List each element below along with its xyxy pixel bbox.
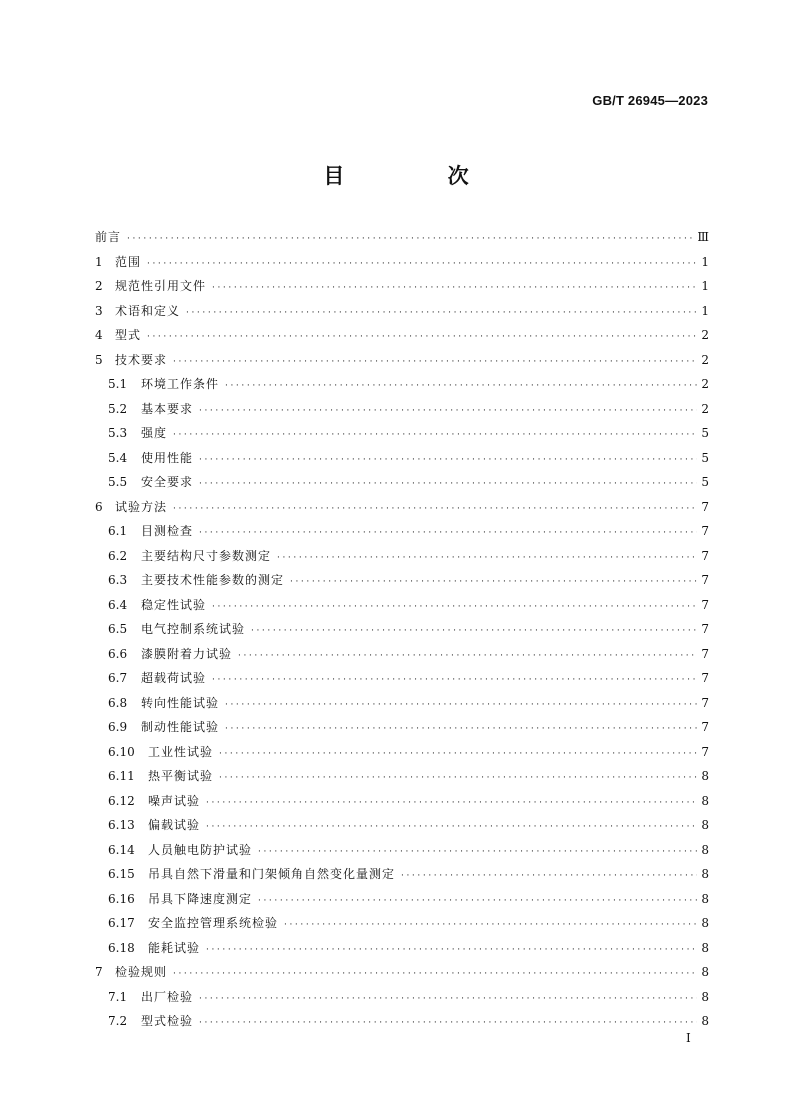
- toc-entry[interactable]: [95, 960, 709, 985]
- toc-entry-number: 6.5: [108, 622, 128, 636]
- toc-entry-page: 5: [701, 450, 709, 465]
- toc-entry-page: 1: [701, 303, 709, 318]
- toc-entry-number: 5: [95, 352, 103, 367]
- toc-entry-page: Ⅲ: [697, 230, 709, 244]
- toc-entry[interactable]: [95, 666, 709, 691]
- toc-leader-dots: [206, 791, 697, 816]
- toc-entry-page: 7: [701, 695, 709, 710]
- toc-entry[interactable]: [95, 593, 709, 618]
- toc-entry-label: 强度: [141, 426, 168, 440]
- toc-entry-page: 8: [701, 793, 709, 808]
- toc-leader-dots: [225, 717, 697, 742]
- toc-entry-label: 基本要求: [141, 401, 194, 416]
- toc-entry-number: 6.18: [108, 940, 135, 955]
- toc-entry-label: 电气控制系统试验: [141, 622, 246, 636]
- toc-entry-label: 型式检验: [141, 1014, 194, 1028]
- toc-leader-dots: [173, 423, 697, 448]
- toc-entry-page: 8: [701, 891, 709, 906]
- toc-leader-dots: [238, 644, 697, 669]
- toc-entry[interactable]: [95, 789, 709, 814]
- toc-entry[interactable]: [95, 299, 709, 324]
- toc-entry-label: 偏载试验: [148, 818, 201, 832]
- toc-entry-page: 7: [701, 548, 709, 563]
- toc-entry-label: 技术要求: [115, 352, 168, 367]
- toc-entry-page: 7: [701, 671, 709, 685]
- toc-entry-label: 目测检查: [141, 524, 194, 538]
- toc-entry-page: 7: [701, 499, 709, 514]
- toc-entry-page: 8: [701, 818, 709, 832]
- toc-leader-dots: [199, 1011, 697, 1036]
- toc-entry-page: 2: [701, 377, 709, 391]
- toc-entry[interactable]: [95, 544, 709, 569]
- toc-entry-page: 7: [701, 622, 709, 636]
- toc-entry-page: 8: [701, 769, 709, 783]
- toc-entry[interactable]: [95, 1009, 709, 1034]
- toc-entry-page: 8: [701, 867, 709, 881]
- toc-entry[interactable]: [95, 519, 709, 544]
- toc-leader-dots: [212, 276, 697, 301]
- toc-entry-page: 8: [701, 916, 709, 930]
- toc-leader-dots: [173, 497, 697, 522]
- toc-entry-page: 7: [701, 744, 709, 759]
- toc-entry-number: 6.3: [108, 573, 128, 587]
- toc-leader-dots: [199, 399, 697, 424]
- toc-entry-page: 8: [701, 1014, 709, 1028]
- toc-entry-number: 2: [95, 279, 103, 293]
- toc-entry-number: 5.1: [108, 377, 128, 391]
- toc-leader-dots: [290, 570, 697, 595]
- toc-entry-label: 环境工作条件: [141, 377, 220, 391]
- toc-entry-label: 转向性能试验: [141, 695, 220, 710]
- toc-entry[interactable]: [95, 642, 709, 667]
- toc-entry-label: 安全监控管理系统检验: [148, 916, 279, 930]
- toc-entry-number: 5.3: [108, 426, 128, 440]
- toc-leader-dots: [127, 227, 693, 252]
- toc-entry-number: 6.2: [108, 548, 128, 563]
- toc-entry[interactable]: [95, 862, 709, 887]
- toc-entry-number: 6.11: [108, 769, 135, 783]
- toc-entry[interactable]: [95, 617, 709, 642]
- toc-entry-label: 制动性能试验: [141, 720, 220, 734]
- toc-entry-page: 7: [701, 597, 709, 612]
- toc-entry[interactable]: [95, 397, 709, 422]
- toc-entry[interactable]: [95, 421, 709, 446]
- toc-leader-dots: [225, 693, 697, 718]
- toc-entry[interactable]: [95, 225, 709, 250]
- toc-entry-number: 4: [95, 328, 103, 342]
- toc-entry-page: 8: [701, 989, 709, 1004]
- toc-entry[interactable]: [95, 446, 709, 471]
- toc-leader-dots: [147, 252, 697, 277]
- toc-entry-number: 3: [95, 303, 103, 318]
- toc-entry-label: 范围: [115, 254, 142, 269]
- toc-entry-number: 6.9: [108, 720, 128, 734]
- toc-entry-label: 超载荷试验: [141, 671, 207, 685]
- toc-entry[interactable]: [95, 274, 709, 299]
- toc-entry-number: 6.4: [108, 597, 128, 612]
- toc-entry-number: 6.16: [108, 891, 135, 906]
- toc-entry-number: 6.15: [108, 867, 135, 881]
- page-number: Ⅰ: [686, 1031, 691, 1045]
- toc-entry-page: 8: [701, 965, 709, 979]
- toc-entry-label: 主要结构尺寸参数测定: [141, 548, 272, 563]
- toc-entry-page: 1: [701, 254, 709, 269]
- toc-entry-page: 2: [701, 328, 709, 342]
- toc-entry-label: 型式: [115, 328, 142, 342]
- toc-leader-dots: [219, 766, 697, 791]
- toc-entry-number: 7.2: [108, 1014, 128, 1028]
- toc-leader-dots: [258, 840, 697, 865]
- toc-entry-label: 试验方法: [115, 499, 168, 514]
- toc-entry-label: 安全要求: [141, 475, 194, 489]
- toc-leader-dots: [251, 619, 697, 644]
- toc-entry-label: 规范性引用文件: [115, 279, 207, 293]
- toc-entry-page: 5: [701, 426, 709, 440]
- toc-entry-label: 吊具自然下滑量和门架倾角自然变化量测定: [148, 867, 396, 881]
- standard-code: GB/T 26945—2023: [592, 93, 708, 108]
- toc-entry-number: 6.7: [108, 671, 128, 685]
- toc-entry-page: 1: [701, 279, 709, 293]
- toc-entry-page: 2: [701, 352, 709, 367]
- toc-leader-dots: [212, 668, 697, 693]
- toc-entry[interactable]: [95, 568, 709, 593]
- toc-entry[interactable]: [95, 764, 709, 789]
- toc-entry[interactable]: [95, 715, 709, 740]
- toc-entry-number: 5.4: [108, 450, 128, 465]
- toc-entry-page: 7: [701, 646, 709, 661]
- toc-entry[interactable]: [95, 985, 709, 1010]
- toc-entry-number: 5.2: [108, 401, 128, 416]
- toc-entry[interactable]: [95, 911, 709, 936]
- toc-entry[interactable]: [95, 936, 709, 961]
- toc-entry-label: 能耗试验: [148, 940, 201, 955]
- toc-entry-number: 6: [95, 499, 103, 514]
- toc-entry-label: 稳定性试验: [141, 597, 207, 612]
- toc-entry-page: 8: [701, 940, 709, 955]
- toc-leader-dots: [199, 521, 697, 546]
- toc-entry-label: 热平衡试验: [148, 769, 214, 783]
- toc-leader-dots: [147, 325, 697, 350]
- toc-entry-label: 吊具下降速度测定: [148, 891, 253, 906]
- toc-entry-label: 主要技术性能参数的测定: [141, 573, 285, 587]
- toc-entry-number: 6.8: [108, 695, 128, 710]
- toc-leader-dots: [199, 472, 697, 497]
- toc-leader-dots: [212, 595, 697, 620]
- toc-entry-label: 人员触电防护试验: [148, 842, 253, 857]
- toc-entry[interactable]: [95, 323, 709, 348]
- toc-entry[interactable]: [95, 887, 709, 912]
- toc-leader-dots: [258, 889, 697, 914]
- toc-leader-dots: [225, 374, 697, 399]
- toc-entry-number: 6.6: [108, 646, 128, 661]
- toc-entry-label: 检验规则: [115, 965, 168, 979]
- toc-entry[interactable]: [95, 691, 709, 716]
- toc-entry[interactable]: [95, 495, 709, 520]
- toc-entry-label: 前言: [95, 230, 122, 244]
- toc-entry[interactable]: [95, 250, 709, 275]
- toc-leader-dots: [284, 913, 697, 938]
- toc-leader-dots: [199, 987, 697, 1012]
- toc-entry-number: 7: [95, 965, 103, 979]
- toc-entry-label: 术语和定义: [115, 303, 181, 318]
- toc-entry[interactable]: [95, 740, 709, 765]
- toc-leader-dots: [186, 301, 697, 326]
- toc-entry[interactable]: [95, 813, 709, 838]
- toc-entry-label: 漆膜附着力试验: [141, 646, 233, 661]
- toc-entry-number: 6.12: [108, 793, 135, 808]
- toc-entry[interactable]: [95, 372, 709, 397]
- toc-leader-dots: [401, 864, 697, 889]
- toc-entry-number: 6.14: [108, 842, 135, 857]
- toc-entry-number: 6.1: [108, 524, 128, 538]
- toc-leader-dots: [206, 938, 697, 963]
- toc-leader-dots: [173, 962, 697, 987]
- toc-entry-page: 7: [701, 573, 709, 587]
- toc-entry-label: 噪声试验: [148, 793, 201, 808]
- toc-entry-page: 7: [701, 524, 709, 538]
- toc-leader-dots: [219, 742, 697, 767]
- toc-entry-label: 使用性能: [141, 450, 194, 465]
- toc-entry-number: 5.5: [108, 475, 128, 489]
- toc-entry-number: 7.1: [108, 989, 128, 1004]
- page-title: 目 次: [323, 164, 517, 188]
- toc-entry[interactable]: [95, 838, 709, 863]
- toc-leader-dots: [277, 546, 697, 571]
- toc-entry[interactable]: [95, 348, 709, 373]
- toc-entry-page: 5: [701, 475, 709, 489]
- toc-entry-number: 6.10: [108, 744, 135, 759]
- toc-entry-number: 6.17: [108, 916, 135, 930]
- toc-leader-dots: [173, 350, 697, 375]
- toc-entry-number: 6.13: [108, 818, 135, 832]
- toc-entry-page: 8: [701, 842, 709, 857]
- toc-leader-dots: [199, 448, 697, 473]
- toc-leader-dots: [206, 815, 697, 840]
- toc-entry-label: 工业性试验: [148, 744, 214, 759]
- toc-entry[interactable]: [95, 470, 709, 495]
- toc-entry-label: 出厂检验: [141, 989, 194, 1004]
- toc-entry-page: 2: [701, 401, 709, 416]
- toc-entry-number: 1: [95, 254, 103, 269]
- table-of-contents: [95, 225, 709, 1034]
- toc-entry-page: 7: [701, 720, 709, 734]
